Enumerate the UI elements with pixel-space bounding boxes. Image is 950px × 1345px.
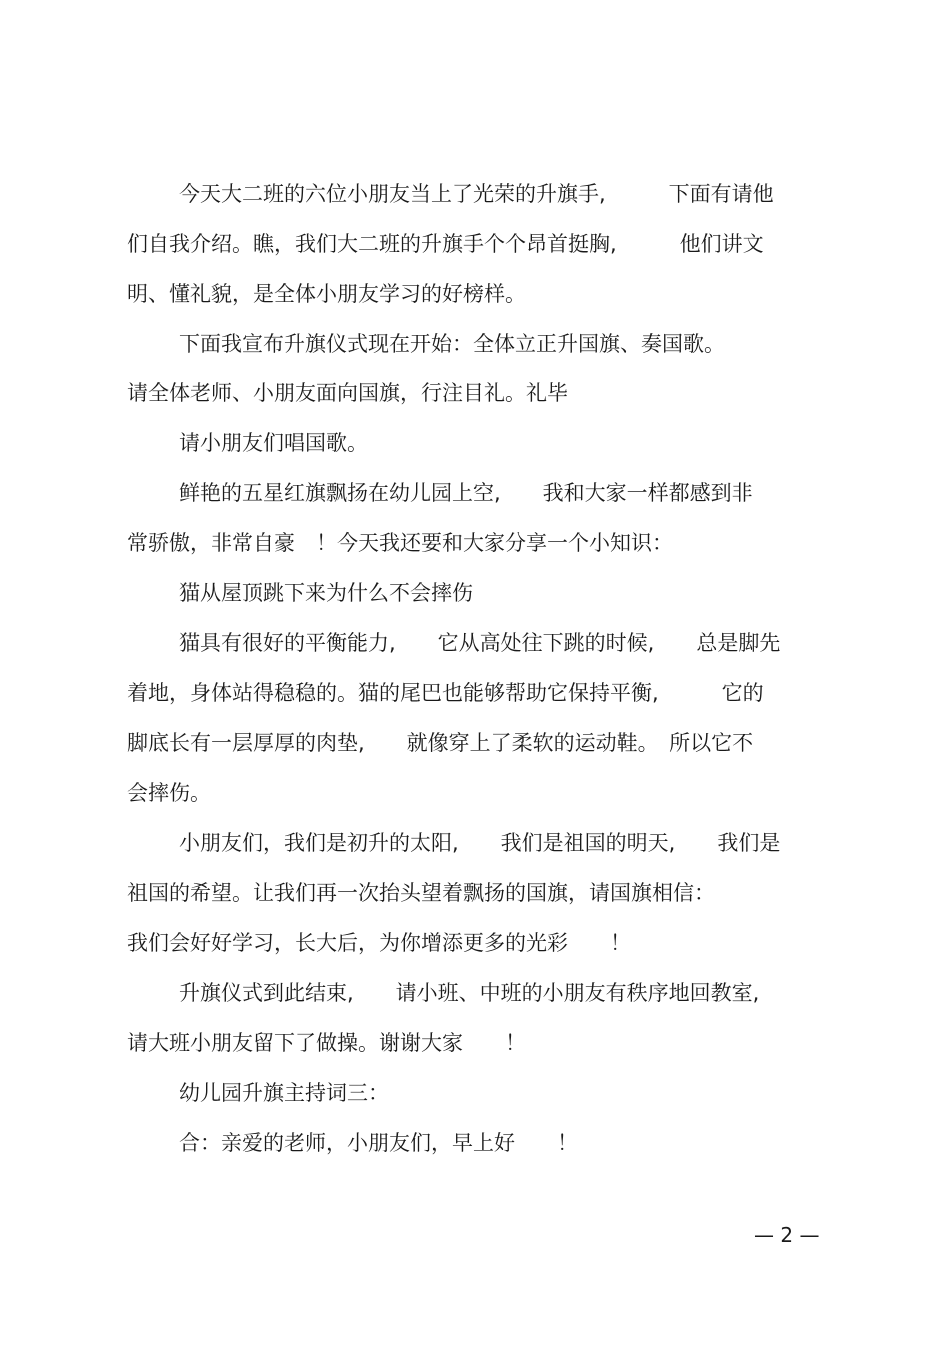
text-line: 猫从屋顶跳下来为什么不会摔伤 bbox=[179, 581, 473, 605]
text-line: 会摔伤。 bbox=[127, 781, 211, 805]
text-line: 脚底长有一层厚厚的肉垫, 就像穿上了柔软的运动鞋。 所以它不 bbox=[127, 731, 754, 755]
text-line: 今天大二班的六位小朋友当上了光荣的升旗手, 下面有请他 bbox=[179, 182, 774, 206]
text-line: 鲜艳的五星红旗飘扬在幼儿园上空, 我和大家一样都感到非 bbox=[179, 481, 753, 505]
text-line: 猫具有很好的平衡能力, 它从高处往下跳的时候, 总是脚先 bbox=[179, 631, 781, 655]
text-line: 下面我宣布升旗仪式现在开始：全体立正升国旗、奏国歌。 bbox=[179, 332, 725, 356]
text-line: 小朋友们，我们是初升的太阳, 我们是祖国的明天, 我们是 bbox=[179, 831, 781, 855]
text-line: 合：亲爱的老师，小朋友们，早上好 ！ bbox=[179, 1131, 578, 1155]
text-line: 请小朋友们唱国歌。 bbox=[179, 431, 368, 455]
text-line: 祖国的希望。让我们再一次抬头望着飘扬的国旗，请国旗相信： bbox=[127, 881, 715, 905]
text-line: 升旗仪式到此结束, 请小班、中班的小朋友有秩序地回教室, bbox=[179, 981, 760, 1005]
text-line: 请大班小朋友留下了做操。谢谢大家 ！ bbox=[127, 1031, 526, 1055]
text-line: 请全体老师、小朋友面向国旗，行注目礼。礼毕 bbox=[127, 381, 568, 405]
text-line: 们自我介绍。瞧，我们大二班的升旗手个个昂首挺胸, 他们讲文 bbox=[127, 232, 764, 256]
text-line: 我们会好好学习，长大后，为你增添更多的光彩 ！ bbox=[127, 931, 631, 955]
text-line: 着地，身体站得稳稳的。猫的尾巴也能够帮助它保持平衡, 它的 bbox=[127, 681, 764, 705]
text-line: 明、懂礼貌，是全体小朋友学习的好榜样。 bbox=[127, 282, 526, 306]
text-line: 常骄傲，非常自豪 ！今天我还要和大家分享一个小知识： bbox=[127, 531, 673, 555]
page-number: — 2 — bbox=[754, 1223, 820, 1247]
text-line: 幼儿园升旗主持词三： bbox=[179, 1081, 389, 1105]
